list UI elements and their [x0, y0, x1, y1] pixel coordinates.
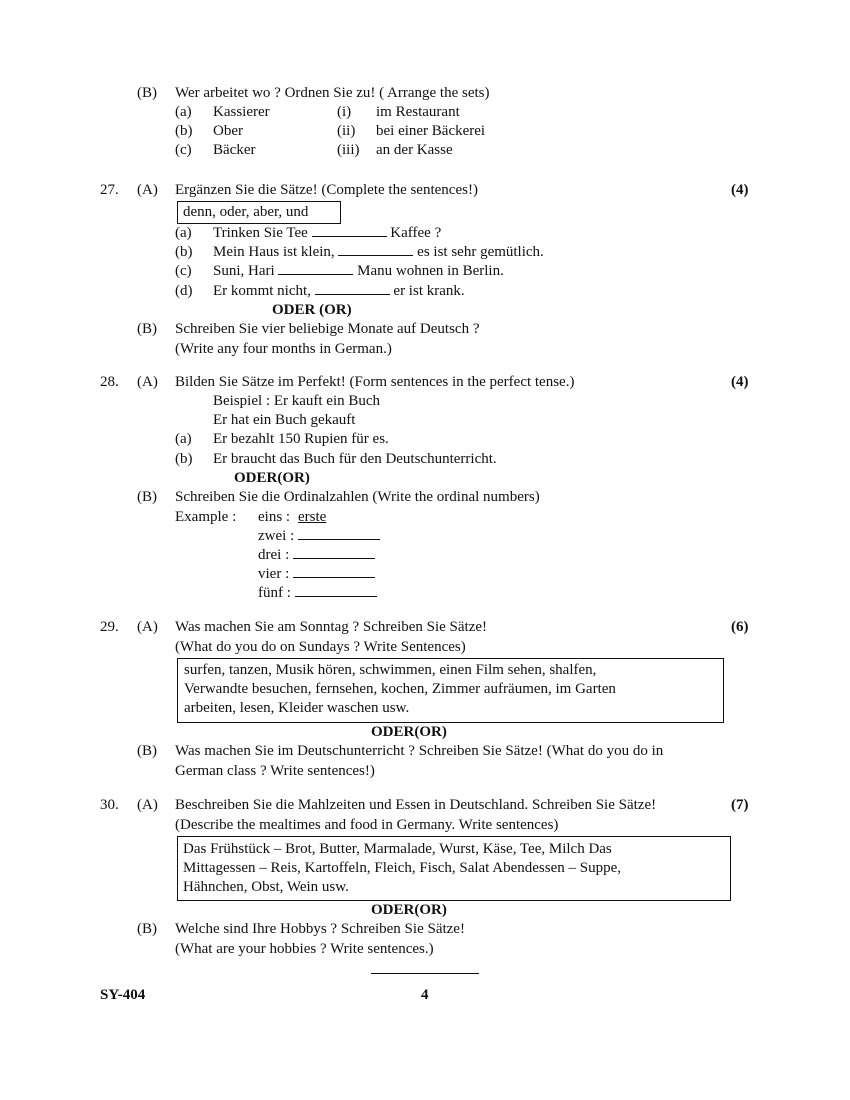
q27a-label: (A) [137, 182, 158, 198]
q28-example-answer: erste [298, 509, 327, 525]
q26b-row-c-right: an der Kasse [376, 142, 453, 158]
q30-food-line-2: Mittagessen – Reis, Kartoffeln, Fleich, Fisch, Salat Abendessen – Suppe, [183, 860, 621, 876]
q28a-label: (A) [137, 374, 158, 390]
page-number: 4 [421, 987, 429, 1003]
q28-or: ODER(OR) [234, 470, 310, 486]
q29-vocab-line-3: arbeiten, lesen, Kleider waschen usw. [184, 700, 410, 716]
q29b-line-1: Was machen Sie im Deutschunterricht ? Schreiben Sie Sätze! (What do you do in [175, 743, 664, 759]
q30-food-line-3: Hähnchen, Obst, Wein usw. [183, 879, 349, 895]
q29a-prompt: Was machen Sie am Sonntag ? Schreiben Sie Sätze! [175, 619, 488, 635]
q28-example-1: Beispiel : Er kauft ein Buch [213, 393, 381, 409]
q26b-label: (B) [137, 85, 157, 101]
ordinal-vier: vier : [258, 565, 375, 583]
q27-item-b: Mein Haus ist klein, es ist sehr gemütlich. [213, 244, 544, 260]
answer-blank[interactable] [293, 565, 375, 578]
q27b-label: (B) [137, 321, 157, 337]
q27-item-d-label: (d) [175, 283, 193, 299]
q26b-prompt: Wer arbeitet wo ? Ordnen Sie zu! ( Arrange the sets) [175, 85, 490, 101]
q27-item-b-label: (b) [175, 244, 193, 260]
q28-item-a: Er bezahlt 150 Rupien für es. [213, 431, 389, 447]
q26b-row-a-label: (a) [175, 104, 192, 120]
ordinal-zwei: zwei : [258, 527, 380, 545]
q29-or: ODER(OR) [371, 724, 447, 740]
q29a-prompt-en: (What do you do on Sundays ? Write Sentences) [175, 639, 466, 655]
ordinal-fuenf: fünf : [258, 584, 377, 602]
q30b-prompt-en: (What are your hobbies ? Write sentences.) [175, 941, 434, 957]
q26b-row-a-roman: (i) [337, 104, 352, 120]
q26b-row-a-right: im Restaurant [376, 104, 460, 120]
q30-or: ODER(OR) [371, 902, 447, 918]
q30b-label: (B) [137, 921, 157, 937]
q26b-row-b-roman: (ii) [337, 123, 356, 139]
q27-number: 27. [100, 182, 119, 198]
q26b-row-c-roman: (iii) [337, 142, 360, 158]
q27-or: ODER (OR) [272, 302, 352, 318]
q29b-line-2: German class ? Write sentences!) [175, 763, 375, 779]
answer-blank[interactable] [315, 282, 390, 295]
paper-code: SY-404 [100, 987, 146, 1003]
q29-vocab-line-2: Verwandte besuchen, fernsehen, kochen, Zimmer aufräumen, im Garten [184, 681, 616, 697]
q28b-prompt: Schreiben Sie die Ordinalzahlen (Write the ordinal numbers) [175, 489, 540, 505]
q27-marks: (4) [731, 182, 749, 198]
q26b-row-c-label: (c) [175, 142, 192, 158]
ordinal-drei: drei : [258, 546, 375, 564]
q28-marks: (4) [731, 374, 749, 390]
q28-example-label: Example : [175, 509, 237, 525]
answer-blank[interactable] [338, 243, 413, 256]
q26b-row-a-left: Kassierer [213, 104, 270, 120]
q30-food-text [183, 840, 721, 897]
q29-vocab-line-1: surfen, tanzen, Musik hören, schwimmen, einen Film sehen, shalfen, [184, 662, 597, 678]
q28-example-2: Er hat ein Buch gekauft [213, 412, 356, 428]
q30b-prompt: Welche sind Ihre Hobbys ? Schreiben Sie Sätze! [175, 921, 465, 937]
answer-blank[interactable] [298, 527, 380, 540]
q27-item-c-label: (c) [175, 263, 192, 279]
end-divider [371, 973, 479, 974]
q26b-row-b-label: (b) [175, 123, 193, 139]
q27-word-box-text: denn, oder, aber, und [183, 204, 309, 220]
q28-item-b-label: (b) [175, 451, 193, 467]
q29-marks: (6) [731, 619, 749, 635]
answer-blank[interactable] [293, 546, 375, 559]
q28-number: 28. [100, 374, 119, 390]
q28-item-b: Er braucht das Buch für den Deutschunterricht. [213, 451, 497, 467]
q29-number: 29. [100, 619, 119, 635]
q28b-label: (B) [137, 489, 157, 505]
q26b-row-b-left: Ober [213, 123, 243, 139]
q30a-prompt-en: (Describe the mealtimes and food in Germany. Write sentences) [175, 817, 559, 833]
q26b-row-b-right: bei einer Bäckerei [376, 123, 486, 139]
q29b-label: (B) [137, 743, 157, 759]
q29a-label: (A) [137, 619, 158, 635]
q27-item-a-label: (a) [175, 225, 192, 241]
q27-item-c: Suni, Hari Manu wohnen in Berlin. [213, 263, 504, 279]
q30a-prompt: Beschreiben Sie die Mahlzeiten und Essen in Deutschland. Schreiben Sie Sätze! [175, 797, 657, 813]
q30-number: 30. [100, 797, 119, 813]
q28a-prompt: Bilden Sie Sätze im Perfekt! (Form sentences in the perfect tense.) [175, 374, 575, 390]
q30-marks: (7) [731, 797, 749, 813]
answer-blank[interactable] [295, 584, 377, 597]
q26b-row-c-left: Bäcker [213, 142, 256, 158]
answer-blank[interactable] [278, 262, 353, 275]
q28-example-word: eins : [258, 509, 291, 525]
q27a-prompt: Ergänzen Sie die Sätze! (Complete the sentences!) [175, 182, 478, 198]
q30a-label: (A) [137, 797, 158, 813]
q27b-prompt: Schreiben Sie vier beliebige Monate auf Deutsch ? [175, 321, 480, 337]
q30-food-line-1: Das Frühstück – Brot, Butter, Marmalade, Wurst, Käse, Tee, Milch Das [183, 841, 612, 857]
q27-item-d: Er kommt nicht, er ist krank. [213, 283, 465, 299]
q27-item-a: Trinken Sie Tee Kaffee ? [213, 225, 442, 241]
q27b-prompt-en: (Write any four months in German.) [175, 341, 392, 357]
q28-item-a-label: (a) [175, 431, 192, 447]
answer-blank[interactable] [312, 224, 387, 237]
q29-vocab-text [184, 661, 714, 718]
